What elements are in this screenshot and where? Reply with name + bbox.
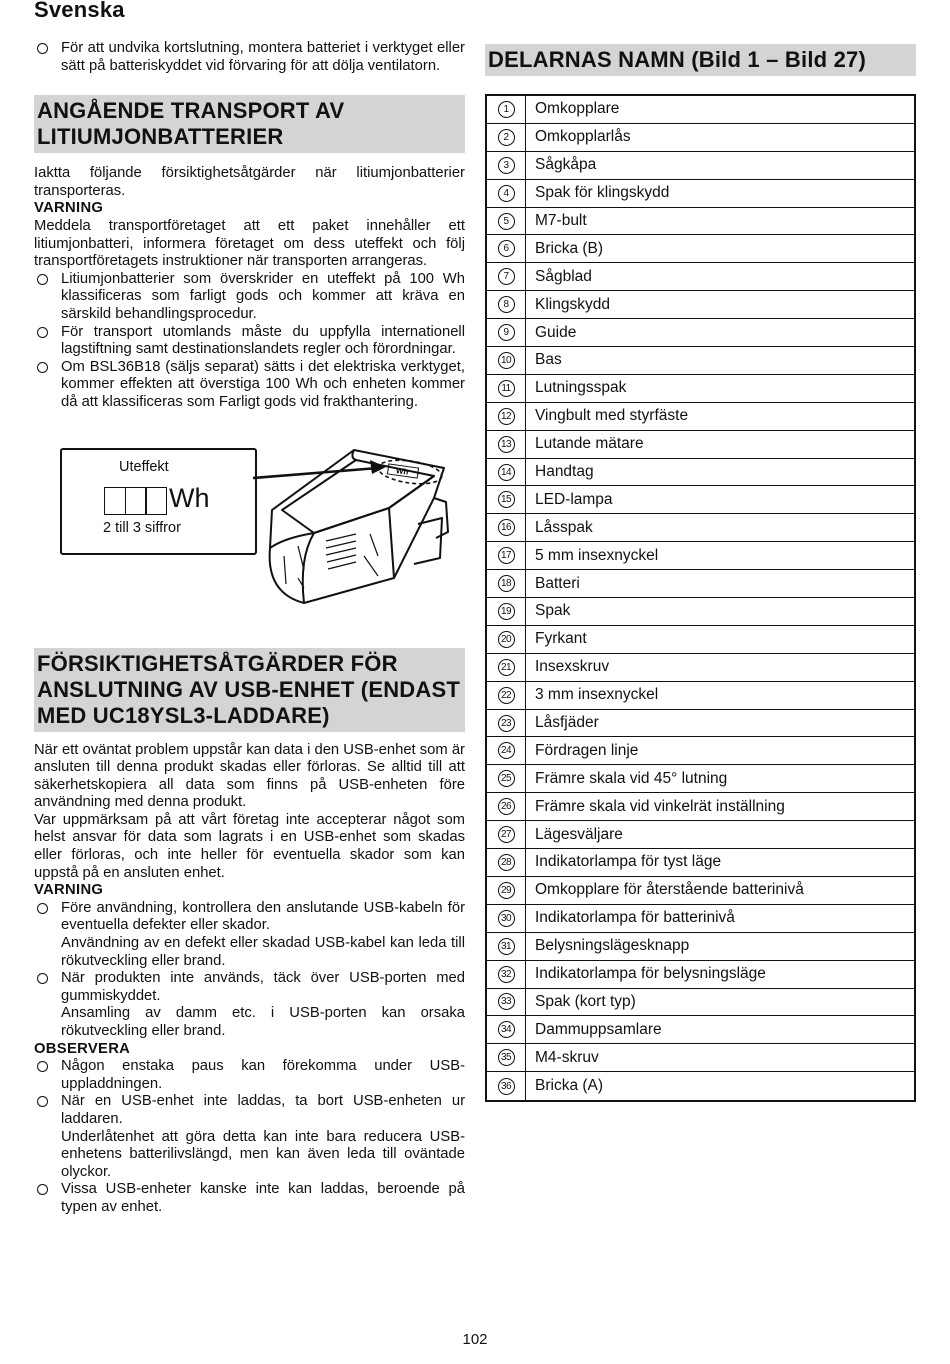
part-number: 28 [498, 854, 515, 871]
parts-row [487, 737, 914, 765]
part-number: 29 [498, 882, 515, 899]
parts-number-cell [487, 124, 526, 151]
parts-heading: DELARNAS NAMN (Bild 1 – Bild 27) [485, 44, 916, 76]
part-number: 15 [498, 491, 515, 508]
part-number: 26 [498, 798, 515, 815]
parts-number-cell [487, 514, 526, 541]
parts-row [487, 235, 914, 263]
part-name: Spak [535, 602, 571, 620]
part-number: 3 [498, 157, 515, 174]
part-name: Dammuppsamlare [535, 1020, 662, 1038]
usb-warning-bullet [34, 970, 465, 1040]
parts-row [487, 626, 914, 654]
part-number: 12 [498, 408, 515, 425]
parts-row [487, 514, 914, 542]
parts-row [487, 263, 914, 291]
right-column [485, 44, 916, 1102]
output-unit: Wh [169, 482, 210, 513]
part-name: Låsfjäder [535, 714, 599, 732]
part-number: 16 [498, 519, 515, 536]
parts-row [487, 849, 914, 877]
parts-number-cell [487, 319, 526, 346]
part-number: 22 [498, 687, 515, 704]
parts-row [487, 459, 914, 487]
part-number: 8 [498, 296, 515, 313]
usb-warning-bullet [34, 900, 465, 970]
parts-row [487, 598, 914, 626]
part-number: 5 [498, 213, 515, 230]
part-name: Sågblad [535, 267, 592, 285]
parts-row [487, 877, 914, 905]
parts-number-cell [487, 765, 526, 792]
usb-paragraph-2: Var uppmärksam på att vårt företag inte accepterar något som helst ansvar för data som lagrats i en USB-enhet som skadas eller förloras, och inte heller för eventuella skador som kan uppstå på en ansluten enhet. [34, 811, 465, 881]
battery-figure [34, 438, 465, 628]
parts-number-cell [487, 152, 526, 179]
part-name: Omkopplarlås [535, 128, 631, 146]
usb-note-label: OBSERVERA [34, 1040, 131, 1057]
usb-warning-bullet-text: När produkten inte används, täck över USB-porten med gummiskyddet. [61, 970, 465, 1004]
part-name: Sågkåpa [535, 156, 597, 174]
parts-table [485, 94, 916, 1102]
part-name: Insexskruv [535, 658, 610, 676]
parts-number-cell [487, 598, 526, 625]
transport-bullet [34, 324, 465, 359]
part-number: 11 [498, 380, 515, 397]
part-number: 27 [498, 826, 515, 843]
part-number: 2 [498, 129, 515, 146]
part-number: 17 [498, 547, 515, 564]
transport-bullet-text: För transport utomlands måste du uppfylla internationell lagstiftning samt destinationslandets regler och förordningar. [61, 323, 465, 358]
part-number: 23 [498, 715, 515, 732]
part-name: Spak (kort typ) [535, 992, 636, 1010]
part-number: 32 [498, 966, 515, 983]
parts-row [487, 347, 914, 375]
part-number: 21 [498, 659, 515, 676]
part-name: Lutningsspak [535, 379, 627, 397]
part-number: 4 [498, 185, 515, 202]
usb-warning-list [34, 900, 465, 1041]
transport-warning-label: VARNING [34, 200, 104, 217]
part-number: 35 [498, 1049, 515, 1066]
parts-row [487, 570, 914, 598]
parts-number-cell [487, 1072, 526, 1100]
part-number: 19 [498, 603, 515, 620]
parts-number-cell [487, 989, 526, 1016]
parts-number-cell [487, 1044, 526, 1071]
part-name: M7-bult [535, 212, 587, 229]
transport-warning-text: Meddela transportföretaget att ett paket innehåller ett litiumjonbatteri, informera företaget om dess uteffekt och följ transportföretagets instruktioner när transporten arrangeras. [34, 217, 465, 270]
usb-note-bullet-text: När en USB-enhet inte laddas, ta bort USB-enheten ur laddaren. [61, 1093, 465, 1127]
parts-row [487, 208, 914, 236]
parts-number-cell [487, 961, 526, 988]
digit-cell [104, 487, 126, 515]
parts-number-cell [487, 1016, 526, 1043]
parts-row [487, 542, 914, 570]
parts-row [487, 905, 914, 933]
parts-row [487, 291, 914, 319]
parts-number-cell [487, 793, 526, 820]
parts-row [487, 1044, 914, 1072]
parts-row [487, 180, 914, 208]
parts-number-cell [487, 933, 526, 960]
part-name: Handtag [535, 463, 594, 481]
part-name: Lutande mätare [535, 435, 644, 453]
output-label: Uteffekt [119, 458, 169, 475]
part-number: 33 [498, 993, 515, 1010]
part-name: Belysningslägesknapp [535, 937, 690, 955]
parts-row [487, 710, 914, 738]
part-name: Vingbult med styrfäste [535, 407, 689, 425]
parts-row [487, 152, 914, 180]
part-number: 36 [498, 1078, 515, 1095]
part-number: 20 [498, 631, 515, 648]
parts-number-cell [487, 96, 526, 123]
page-number: 102 [462, 1331, 488, 1348]
parts-row [487, 654, 914, 682]
parts-number-cell [487, 403, 526, 430]
digits-note: 2 till 3 siffror [103, 519, 181, 536]
transport-bullet [34, 359, 465, 412]
part-number: 18 [498, 575, 515, 592]
part-name: Indikatorlampa för batterinivå [535, 909, 735, 927]
part-number: 7 [498, 268, 515, 285]
transport-bullet-text: Litiumjonbatterier som överskrider en uteffekt på 100 Wh klassificeras som farligt gods och kommer att kräva en särskild behandlingsprocedur. [61, 270, 465, 322]
part-name: Låsspak [535, 518, 593, 536]
part-number: 10 [498, 352, 515, 369]
intro-bullet [34, 40, 465, 75]
part-name: Bricka (A) [535, 1077, 604, 1095]
part-name: Indikatorlampa för belysningsläge [535, 965, 766, 983]
part-name: Klingskydd [535, 295, 610, 313]
transport-bullet [34, 271, 465, 324]
parts-number-cell [487, 682, 526, 709]
parts-number-cell [487, 180, 526, 207]
part-number: 25 [498, 770, 515, 787]
parts-number-cell [487, 877, 526, 904]
transport-intro: Iaktta följande försiktighetsåtgärder när litiumjonbatterier transporteras. [34, 165, 465, 199]
part-name: Indikatorlampa för tyst läge [535, 853, 722, 871]
digit-cells [104, 487, 166, 515]
part-name: Främre skala vid 45° lutning [535, 769, 728, 787]
parts-number-cell [487, 208, 526, 235]
part-name: Omkopplare [535, 100, 620, 118]
usb-warning-label: VARNING [34, 882, 104, 899]
parts-number-cell [487, 905, 526, 932]
left-column [34, 40, 465, 1217]
parts-row [487, 821, 914, 849]
usb-heading: FÖRSIKTIGHETSÅTGÄRDER FÖR ANSLUTNING AV USB-ENHET (ENDAST MED UC18YSL3-LADDARE) [34, 648, 465, 732]
part-number: 24 [498, 742, 515, 759]
digit-cell [145, 487, 167, 515]
part-name: Bricka (B) [535, 239, 604, 257]
part-name: Fyrkant [535, 630, 587, 648]
parts-row [487, 403, 914, 431]
usb-note-bullet-text: Vissa USB-enheter kanske inte kan laddas, beroende på typen av enhet. [61, 1181, 465, 1215]
usb-paragraph-1: När ett oväntat problem uppstår kan data i den USB-enhet som är ansluten till denna produkt skadas eller förloras. Se alltid till att säkerhetskopiera all data som finns på USB-enheten före användning med denna produkt. [34, 741, 465, 811]
digit-cell [125, 487, 147, 515]
parts-number-cell [487, 347, 526, 374]
parts-number-cell [487, 542, 526, 569]
parts-row [487, 765, 914, 793]
parts-row [487, 431, 914, 459]
part-name: LED-lampa [535, 490, 613, 508]
part-name: 5 mm insexnyckel [535, 546, 659, 564]
usb-note-bullet-text: Någon enstaka paus kan förekomma under USB-uppladdningen. [61, 1058, 465, 1092]
parts-number-cell [487, 710, 526, 737]
transport-bullet-list [34, 271, 465, 412]
parts-row [487, 793, 914, 821]
part-name: Omkopplare för återstående batterinivå [535, 881, 804, 899]
usb-warning-bullet-text: Före användning, kontrollera den anslutande USB-kabeln för eventuella defekter eller skador. [61, 899, 465, 934]
part-name: M4-skruv [535, 1048, 599, 1066]
usb-note-bullet [34, 1058, 465, 1093]
part-name: Batteri [535, 574, 580, 592]
parts-row [487, 1016, 914, 1044]
part-name: 3 mm insexnyckel [535, 686, 659, 704]
part-name: Bas [535, 351, 562, 369]
parts-number-cell [487, 375, 526, 402]
part-name: Fördragen linje [535, 741, 639, 759]
part-number: 13 [498, 436, 515, 453]
parts-number-cell [487, 821, 526, 848]
intro-bullet-text: För att undvika kortslutning, montera batteriet i verktyget eller sätt på batteriskyddet vid förvaring för att dölja ventilatorn. [61, 40, 465, 74]
parts-row [487, 1072, 914, 1100]
part-number: 34 [498, 1021, 515, 1038]
usb-warning-bullet-continuation: Ansamling av damm etc. i USB-porten kan orsaka rökutveckling eller brand. [61, 1005, 465, 1039]
parts-row [487, 989, 914, 1017]
parts-number-cell [487, 263, 526, 290]
transport-bullet-text: Om BSL36B18 (säljs separat) sätts i det elektriska verktyget, kommer effekten att överstiga 100 Wh och enheten kommer då att klassificeras som Farligt gods vid frakthantering. [61, 358, 465, 410]
usb-note-bullet [34, 1093, 465, 1181]
parts-number-cell [487, 654, 526, 681]
part-name: Lägesväljare [535, 825, 623, 843]
parts-row [487, 319, 914, 347]
part-number: 31 [498, 938, 515, 955]
part-name: Främre skala vid vinkelrät inställning [535, 797, 785, 815]
parts-number-cell [487, 486, 526, 513]
part-name: Guide [535, 323, 577, 341]
parts-row [487, 682, 914, 710]
parts-number-cell [487, 849, 526, 876]
parts-row [487, 486, 914, 514]
parts-row [487, 961, 914, 989]
parts-row [487, 124, 914, 152]
part-number: 6 [498, 240, 515, 257]
parts-number-cell [487, 431, 526, 458]
usb-note-list [34, 1058, 465, 1216]
part-number: 14 [498, 464, 515, 481]
parts-number-cell [487, 737, 526, 764]
battery-label-text: Wh [395, 465, 409, 477]
output-label-box [60, 448, 257, 555]
parts-row [487, 933, 914, 961]
usb-note-bullet [34, 1181, 465, 1216]
usb-warning-bullet-continuation: Användning av en defekt eller skadad USB-kabel kan leda till rökutveckling eller brand. [61, 935, 465, 969]
usb-note-bullet-continuation: Underlåtenhet att göra detta kan inte bara reducera USB-enhetens batterilivslängd, men kan även leda till oväntade olyckor. [61, 1128, 465, 1180]
parts-number-cell [487, 570, 526, 597]
part-number: 1 [498, 101, 515, 118]
parts-number-cell [487, 459, 526, 486]
parts-number-cell [487, 235, 526, 262]
page-language-header: Svenska [34, 0, 125, 22]
part-number: 9 [498, 324, 515, 341]
transport-heading: ANGÅENDE TRANSPORT AV LITIUMJONBATTERIER [34, 95, 465, 153]
parts-number-cell [487, 291, 526, 318]
parts-number-cell [487, 626, 526, 653]
part-number: 30 [498, 910, 515, 927]
parts-row [487, 375, 914, 403]
part-name: Spak för klingskydd [535, 184, 670, 202]
parts-row [487, 96, 914, 124]
